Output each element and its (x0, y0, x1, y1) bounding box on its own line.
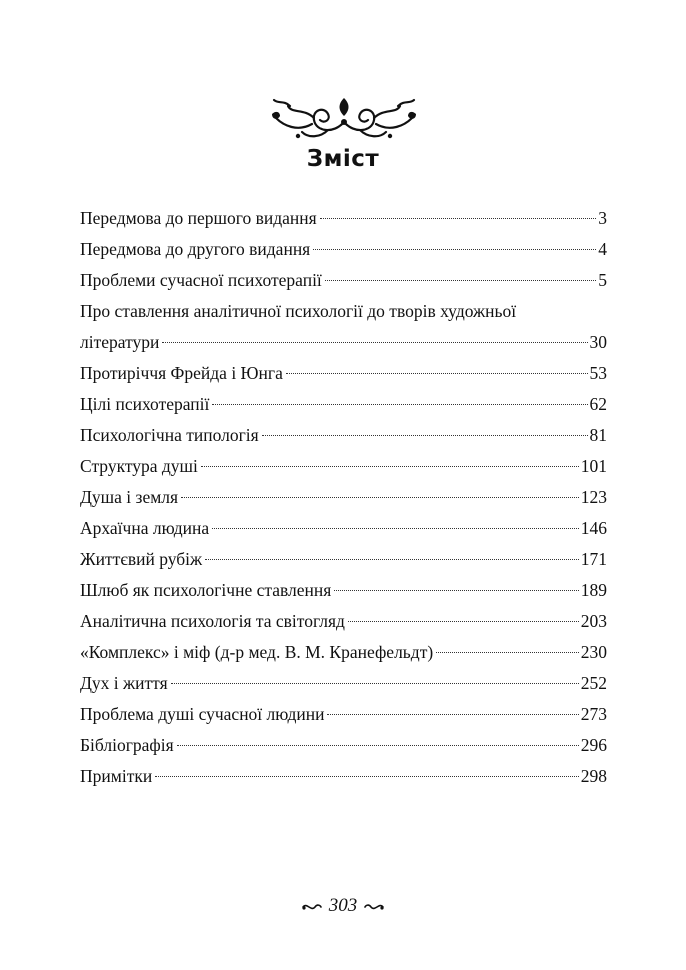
toc-entry-label: Про ставлення аналітичної психології до творів художньої (80, 301, 517, 321)
dot-leader (201, 466, 579, 467)
toc-entry-page: 53 (589, 363, 607, 383)
dot-leader (181, 497, 579, 498)
toc-entry[interactable] (80, 358, 607, 389)
toc-entry[interactable] (80, 544, 607, 575)
dot-leader (155, 776, 579, 777)
toc-entry-label: Структура душі (80, 456, 198, 476)
toc-entry-page: 146 (580, 518, 607, 538)
table-of-contents (80, 203, 607, 792)
toc-entry-page: 101 (580, 456, 607, 476)
toc-entry[interactable] (80, 296, 607, 358)
toc-entry-label: Бібліографія (80, 735, 174, 755)
toc-entry[interactable] (80, 606, 607, 637)
page-number-footer (0, 895, 686, 917)
dot-leader (327, 714, 578, 715)
toc-entry-page: 3 (598, 208, 607, 228)
toc-entry-label: Цілі психотерапії (80, 394, 210, 414)
toc-entry-page: 189 (580, 580, 607, 600)
toc-entry-page: 4 (598, 239, 607, 259)
toc-entry-label: Архаїчна людина (80, 518, 210, 538)
toc-entry-page: 203 (580, 611, 607, 631)
toc-entry-label: Життєвий рубіж (80, 549, 203, 569)
flourish-icon (363, 901, 385, 913)
dot-leader (177, 745, 579, 746)
toc-entry-label: Проблеми сучасної психотерапії (80, 270, 322, 290)
toc-entry-label: Примітки (80, 766, 153, 786)
toc-entry[interactable] (80, 482, 607, 513)
toc-entry-page: 298 (580, 766, 607, 786)
dot-leader (313, 249, 596, 250)
toc-entry-page: 296 (580, 735, 607, 755)
toc-entry-label: Передмова до другого видання (80, 239, 311, 259)
toc-entry[interactable] (80, 699, 607, 730)
dot-leader (212, 404, 587, 405)
toc-entry[interactable] (80, 575, 607, 606)
dot-leader (334, 590, 578, 591)
dot-leader (162, 342, 587, 343)
toc-entry[interactable] (80, 234, 607, 265)
toc-entry-page: 230 (580, 642, 607, 662)
toc-entry-label: Душа і земля (80, 487, 179, 507)
toc-entry-page: 171 (580, 549, 607, 569)
dot-leader (325, 280, 596, 281)
page-number: 303 (328, 895, 358, 916)
toc-entry[interactable] (80, 513, 607, 544)
toc-entry-page: 30 (589, 332, 607, 352)
toc-entry[interactable] (80, 420, 607, 451)
toc-entry-label: Дух і життя (80, 673, 168, 693)
dot-leader (205, 559, 579, 560)
toc-entry-label: Протиріччя Фрейда і Юнга (80, 363, 283, 383)
toc-entry-label: Проблема душі сучасної людини (80, 704, 325, 724)
dot-leader (348, 621, 579, 622)
flourish-icon (301, 901, 323, 913)
toc-entry-page: 123 (580, 487, 607, 507)
toc-entry-page: 5 (598, 270, 607, 290)
dot-leader (320, 218, 597, 219)
toc-entry-page: 81 (589, 425, 607, 445)
toc-entry-label: Передмова до першого видання (80, 208, 317, 228)
toc-entry-label: Психологічна типологія (80, 425, 259, 445)
dot-leader (286, 373, 588, 374)
toc-entry-label: «Комплекс» і міф (д-р мед. В. М. Кранефельдт) (80, 642, 434, 662)
toc-entry[interactable] (80, 265, 607, 296)
toc-entry[interactable] (80, 730, 607, 761)
floral-ornament-icon (268, 92, 420, 142)
toc-entry[interactable] (80, 637, 607, 668)
toc-entry-label: Шлюб як психологічне ставлення (80, 580, 332, 600)
toc-entry[interactable] (80, 761, 607, 792)
toc-entry[interactable] (80, 451, 607, 482)
toc-entry-page: 252 (580, 673, 607, 693)
page-title: Зміст (306, 146, 380, 172)
toc-entry-page: 273 (580, 704, 607, 724)
toc-entry-page: 62 (589, 394, 607, 414)
toc-entry-label: Аналітична психологія та світогляд (80, 611, 345, 631)
dot-leader (262, 435, 588, 436)
dot-leader (436, 652, 579, 653)
dot-leader (212, 528, 579, 529)
toc-entry[interactable] (80, 668, 607, 699)
toc-entry[interactable] (80, 203, 607, 234)
dot-leader (171, 683, 579, 684)
toc-entry-label-continued: літератури (80, 332, 160, 352)
toc-entry[interactable] (80, 389, 607, 420)
